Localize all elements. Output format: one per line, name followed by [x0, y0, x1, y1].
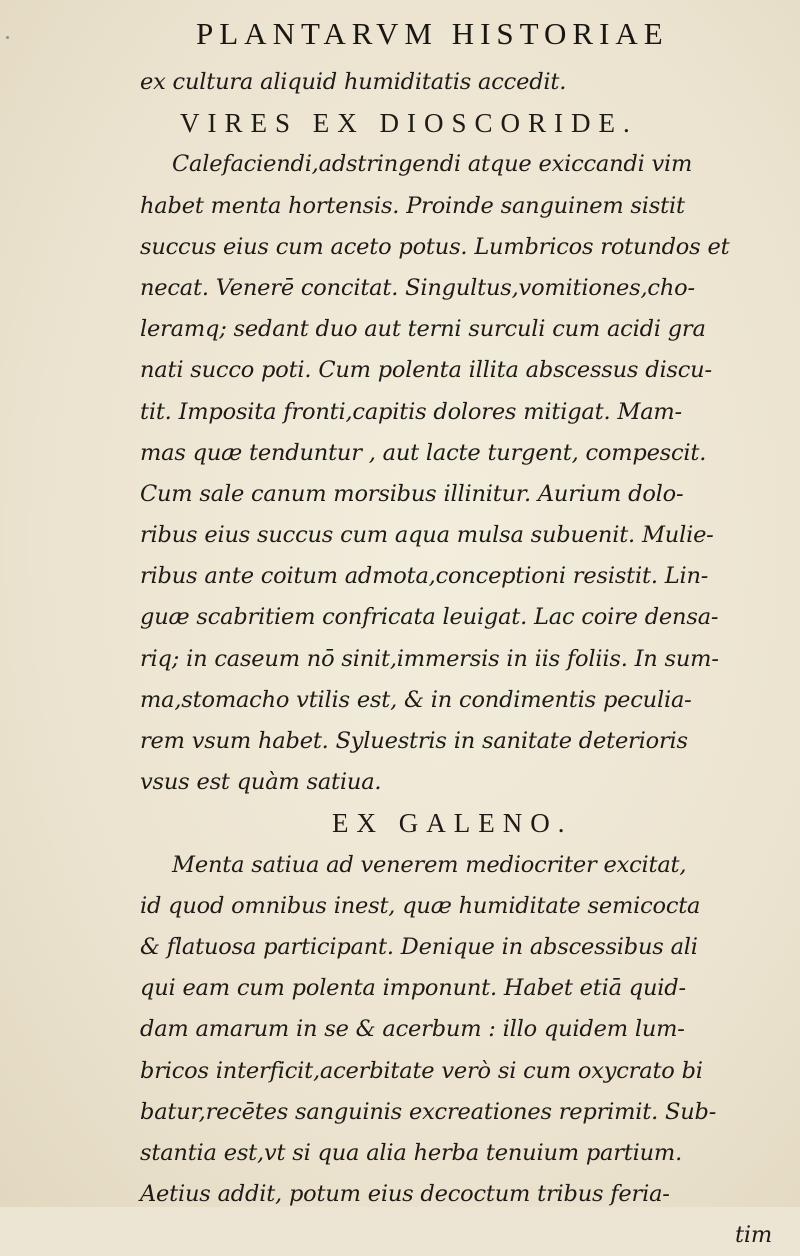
- text-line: Calefaciendi,adstringendi atque exiccandi vim: [172, 151, 693, 178]
- text-line: riq; in caseum nō sinit,immersis in iis foliis. In sum-: [140, 645, 719, 672]
- text-line: habet menta hortensis. Proinde sanguinem sistit: [140, 192, 685, 219]
- text-line: Menta satiua ad venerem mediocriter excitat,: [172, 851, 687, 878]
- text-line: id quod omnibus inest, quæ humiditate semicocta: [140, 892, 701, 919]
- text-line: Aetius addit, potum eius decoctum tribus feria-: [140, 1181, 670, 1208]
- text-line: & flatuosa participant. Denique in abscessibus ali: [140, 933, 698, 960]
- text-line: mas quæ tenduntur , aut lacte turgent, compescit.: [140, 439, 707, 466]
- text-line: leramq; sedant duo aut terni surculi cum acidi gra: [140, 316, 706, 343]
- text-line: guæ scabritiem confricata leuigat. Lac coire densa-: [140, 604, 719, 631]
- text-line: ma,stomacho vtilis est, & in condimentis peculia-: [140, 686, 692, 713]
- text-line: stantia est,vt si qua alia herba tenuium partium.: [140, 1139, 683, 1166]
- text-line: dam amarum in se & acerbum : illo quidem lum-: [140, 1016, 685, 1043]
- section-heading: EX GALENO.: [332, 808, 573, 839]
- text-line: nati succo poti. Cum polenta illita abscessus discu-: [140, 357, 712, 384]
- running-head: PLANTARVM HISTORIAE: [196, 16, 669, 51]
- catchword: tim: [735, 1222, 772, 1249]
- text-line: tit. Imposita fronti,capitis dolores mitigat. Mam-: [140, 398, 682, 425]
- text-line: necat. Venerē concitat. Singultus,vomitiones,cho-: [140, 274, 695, 301]
- text-line: succus eius cum aceto potus. Lumbricos rotundos et: [140, 233, 730, 260]
- text-line: batur,recētes sanguinis excreationes reprimit. Sub-: [140, 1098, 717, 1125]
- text-line: vsus est quàm satiua.: [140, 769, 382, 796]
- section-heading: VIRES EX DIOSCORIDE.: [180, 108, 638, 139]
- body-text: [140, 62, 790, 1256]
- text-line: bricos interficit,acerbitate verò si cum oxycrato bi: [140, 1057, 703, 1084]
- margin-speck: [6, 36, 9, 39]
- text-line: ribus eius succus cum aqua mulsa subuenit. Mulie-: [140, 522, 714, 549]
- text-line: ribus ante coitum admota,conceptioni resistit. Lin-: [140, 563, 709, 590]
- text-line: rem vsum habet. Syluestris in sanitate deterioris: [140, 728, 688, 754]
- text-line: ex cultura aliquid humiditatis accedit.: [140, 69, 567, 95]
- text-line: qui eam cum polenta imponunt. Habet etiā quid-: [140, 975, 686, 1002]
- text-line: Cum sale canum morsibus illinitur. Aurium dolo-: [140, 480, 684, 507]
